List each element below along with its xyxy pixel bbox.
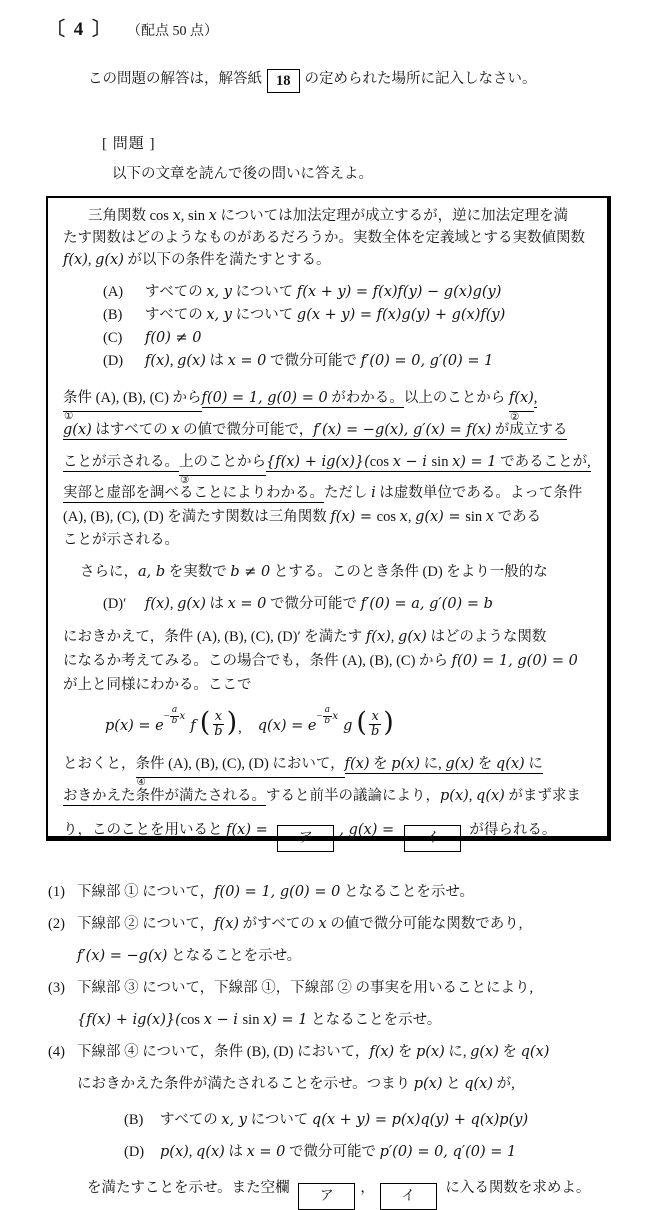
- question-4-number: (4): [48, 1044, 65, 1060]
- page-header: [46, 14, 650, 41]
- box-line-17: になるか考えてみる。この場合でも，条件 (A), (B), (C) から f(0) = 1, g(0) = 0: [63, 653, 578, 669]
- question-2: [48, 908, 618, 972]
- answer-sheet-instruction: この問題の解答は，解答紙 18 の定められた場所に記入しなさい。: [88, 64, 650, 94]
- box-line-12: (A), (B), (C), (D) を満たす関数は三角関数 f(x) = cos x, g(x) = sin x である: [63, 509, 542, 525]
- condition-B: (B) すべての x, y について g(x + y) = f(x)g(y) + g(x)f(y): [103, 307, 506, 323]
- condition-D-prime: (D)′ f(x), g(x) は x = 0 で微分可能で f′(0) = a, g′(0) = b: [103, 596, 493, 612]
- box-line-1: 三角関数 cos x, sin x については加法定理が成立するが，逆に加法定理を満: [88, 208, 569, 224]
- lead-sentence: 以下の文章を読んで後の問いに答えよ。: [112, 166, 373, 182]
- question-2-text-1: 下線部 ② について，f(x) がすべての x の値で微分可能な関数であり,: [77, 916, 523, 932]
- box-line-16: におきかえて，条件 (A), (B), (C), (D)′ を満たす f(x), g(x) はどのような関数: [63, 629, 547, 645]
- pq-definition-formula: p(x) = e − $\frac{a}{b}$ x f ( $\frac{x}{b}$ ) , q(x) = e − $\frac{a}{b}$ x g ( $\frac{x}{b}$ ): [105, 705, 394, 739]
- box-line-2: たす関数はどのようなものがあるだろうか。実数全体を定義域とする実数値関数: [63, 230, 585, 246]
- question-4-text-2: におきかえた条件が満たされることを示せ。つまり p(x) と q(x) が,: [77, 1076, 515, 1092]
- question-4-text-1: 下線部 ④ について，条件 (B), (D) において，f(x) を p(x) に, g(x) を q(x): [77, 1044, 550, 1060]
- box-line-8: 条件 (A), (B), (C) から ① f(0) = 1, g(0) = 0 がわかる。以上のことから f(x) ② ,: [63, 385, 595, 417]
- problem-number: 〔 4 〕: [46, 19, 114, 40]
- question-4-condition-D: (D) p(x), q(x) は x = 0 で微分可能で p′(0) = 0, q′(0) = 1: [124, 1144, 517, 1160]
- question-4: [48, 1036, 618, 1208]
- question-1: [48, 876, 618, 908]
- box-line-9: g(x) はすべての x の値で微分可能で，f′(x) = −g(x), g′(x) = f(x) が成立する: [63, 422, 568, 438]
- question-list: [48, 876, 618, 1208]
- box-line-3: f(x), g(x) が以下の条件を満たすとする。: [63, 252, 331, 268]
- question-3-text-2: {f(x) + ig(x)}(cos x − i sin x) = 1 となることを示せ。: [77, 1012, 442, 1028]
- question-3-text-1: 下線部 ③ について，下線部 ①，下線部 ② の事実を用いることにより,: [77, 980, 534, 996]
- box-line-21: おきかえた条件が満たされる。すると前半の議論により，p(x), q(x) がまず求ま: [63, 788, 581, 804]
- box-line-18: が上と同様にわかる。ここで: [63, 677, 252, 693]
- problem-statement-box: [46, 196, 611, 846]
- question-1-number: (1): [48, 884, 65, 900]
- question-3: [48, 972, 618, 1036]
- question-1-text: 下線部 ① について，f(0) = 1, g(0) = 0 となることを示せ。: [77, 884, 475, 900]
- question-4-condition-B: (B) すべての x, y について q(x + y) = p(x)q(y) + q(x)p(y): [124, 1112, 529, 1128]
- box-line-13: ことが示される。: [63, 532, 179, 548]
- condition-A: (A) すべての x, y について f(x + y) = f(x)f(y) − g(x)g(y): [103, 284, 502, 300]
- condition-D: (D) f(x), g(x) は x = 0 で微分可能で f′(0) = 0, g′(0) = 1: [103, 353, 494, 369]
- exam-page: [0, 14, 650, 1204]
- question-3-number: (3): [48, 980, 65, 996]
- question-4-final: を満たすことを示せ。また空欄 ア，イ に入る関数を求めよ。: [77, 1168, 618, 1208]
- condition-C: (C) f(0) ≠ 0: [103, 330, 202, 346]
- box-line-14: さらに，a, b を実数で b ≠ 0 とする。このとき条件 (D) をより一般的な: [80, 564, 548, 580]
- box-line-22: り，このことを用いると f(x) = ア, g(x) = イ が得られる。: [63, 815, 595, 847]
- box-line-10: ことが示される。上のことから ③ {f(x) + ig(x)}(cos x − i sin x) = 1 であることが,: [63, 449, 595, 481]
- question-2-text-2: f′(x) = −g(x) となることを示せ。: [77, 948, 302, 964]
- question-2-number: (2): [48, 916, 65, 932]
- section-label: [ 問題 ]: [102, 136, 156, 152]
- box-line-20: とおくと，条件 (A), (B), (C), (D) において， ④ f(x) を p(x) に, g(x) を q(x) に: [63, 751, 595, 783]
- box-line-11: 実部と虚部を調べることによりわかる。ただし i は虚数単位である。よって条件: [63, 485, 583, 501]
- points-label: （配点 50 点）: [127, 24, 219, 39]
